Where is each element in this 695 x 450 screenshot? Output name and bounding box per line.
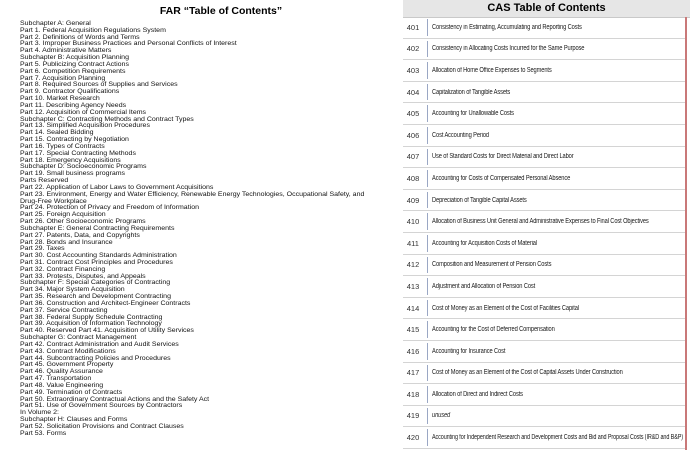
cas-standard-number: 416 xyxy=(406,346,420,356)
cas-standard-title: Accounting for Independent Research and Development Costs and Bid and Proposal Costs (IR&D and B&P) xyxy=(432,434,683,442)
cas-row xyxy=(403,427,685,449)
cas-column-divider xyxy=(427,84,428,101)
far-toc-line: Part 11. Describing Agency Needs xyxy=(20,102,127,109)
far-toc-line: Part 8. Required Sources of Supplies and Services xyxy=(20,81,178,89)
far-toc-line: Drug-Free Workplace xyxy=(20,197,87,205)
cas-row xyxy=(403,39,685,61)
far-toc-line: Part 9. Contractor Qualifications xyxy=(20,88,120,96)
far-toc-line: Part 48. Value Engineering xyxy=(20,382,104,389)
far-toc-line: Part 51. Use of Government Sources by Contractors xyxy=(20,402,183,410)
cas-column-divider xyxy=(427,278,428,295)
cas-column-divider xyxy=(427,170,428,187)
cas-column-divider xyxy=(427,149,428,166)
far-toc-line: Part 32. Contract Financing xyxy=(20,266,106,273)
cas-standard-title: Allocation of Business Unit General and Administrative Expenses to Final Cost Objectives xyxy=(432,218,649,226)
far-toc-line: Subchapter A: General xyxy=(20,20,91,27)
cas-standard-title: Consistency in Estimating, Accumulating and Reporting Costs xyxy=(432,23,582,31)
far-toc-line: Subchapter E: General Contracting Requirements xyxy=(20,225,175,232)
cas-panel xyxy=(403,0,690,450)
far-toc-line: Part 37. Service Contracting xyxy=(20,307,108,314)
cas-standard-number: 412 xyxy=(406,260,420,270)
far-panel xyxy=(20,6,402,446)
cas-column-divider xyxy=(427,192,428,209)
cas-column-divider xyxy=(427,300,428,317)
far-toc-line: Part 1. Federal Acquisition Regulations System xyxy=(20,27,166,34)
far-toc-line: Subchapter B: Acquisition Planning xyxy=(20,54,129,61)
cas-column-divider xyxy=(427,127,428,144)
cas-row xyxy=(403,82,685,104)
cas-title: CAS Table of Contents xyxy=(403,0,690,18)
far-toc-line: Part 6. Competition Requirements xyxy=(20,68,126,75)
cas-row xyxy=(403,147,685,169)
far-toc-line: Part 36. Construction and Architect-Engineer Contracts xyxy=(20,300,191,307)
far-toc-line: Part 23. Environment, Energy and Water Efficiency, Renewable Energy Technologies, Occupational Safety, and xyxy=(20,191,365,198)
far-toc-line: Part 44. Subcontracting Policies and Procedures xyxy=(20,354,171,362)
far-toc-line: Part 30. Cost Accounting Standards Administration xyxy=(20,252,177,259)
far-toc-line: Part 18. Emergency Acquisitions xyxy=(20,156,121,164)
far-toc-line: Part 31. Contract Cost Principles and Procedures xyxy=(20,259,173,266)
cas-standard-number: 413 xyxy=(406,281,420,291)
far-toc-line: Part 47. Transportation xyxy=(20,375,92,382)
cas-column-divider xyxy=(427,408,428,425)
far-toc-line: Part 14. Sealed Bidding xyxy=(20,129,94,137)
far-toc-line: Part 42. Contract Administration and Audit Services xyxy=(20,341,179,348)
far-toc-line: Part 25. Foreign Acquisition xyxy=(20,211,106,218)
cas-column-divider xyxy=(427,235,428,252)
cas-standard-title: Consistency in Allocating Costs Incurred for the Same Purpose xyxy=(432,45,585,53)
cas-standard-number: 408 xyxy=(406,173,420,183)
cas-standard-number: 415 xyxy=(406,325,420,335)
far-toc-line: In Volume 2: xyxy=(20,409,59,416)
far-toc-line: Subchapter D: Socioeconomic Programs xyxy=(20,163,147,171)
cas-standard-number: 410 xyxy=(406,217,420,227)
cas-row xyxy=(403,384,685,406)
cas-row xyxy=(403,341,685,363)
cas-standard-title: Accounting for Acquisition Costs of Material xyxy=(432,239,537,247)
cas-row xyxy=(403,190,685,212)
far-toc-line: Part 46. Quality Assurance xyxy=(20,368,103,376)
cas-standard-number: 407 xyxy=(406,152,420,162)
far-toc-line: Part 17. Special Contracting Methods xyxy=(20,150,136,157)
far-toc-line: Parts Reserved xyxy=(20,177,69,184)
far-toc-line: Part 3. Improper Business Practices and Personal Conflicts of Interest xyxy=(20,40,237,48)
far-toc-line: Subchapter F: Special Categories of Contracting xyxy=(20,279,171,287)
cas-standard-title: Accounting for Costs of Compensated Personal Absence xyxy=(432,174,571,182)
cas-standard-number: 401 xyxy=(406,22,420,32)
cas-standard-number: 419 xyxy=(406,411,420,421)
cas-row xyxy=(403,60,685,82)
far-toc-line: Part 19. Small business programs xyxy=(20,170,126,178)
cas-standard-title: unused xyxy=(432,412,451,420)
cas-standard-title: Cost Accounting Period xyxy=(432,131,489,139)
cas-column-divider xyxy=(427,62,428,79)
far-toc-line: Part 12. Acquisition of Commercial Items xyxy=(20,109,147,116)
cas-row xyxy=(403,233,685,255)
far-toc-line: Part 10. Market Research xyxy=(20,95,100,102)
cas-standard-title: Depreciation of Tangible Capital Assets xyxy=(432,196,527,204)
far-toc-line: Part 34. Major System Acquisition xyxy=(20,286,125,294)
far-toc-line: Part 39. Acquisition of Information Technology xyxy=(20,320,162,328)
cas-standard-title: Adjustment and Allocation of Pension Cost xyxy=(432,282,536,290)
far-contents-list xyxy=(20,21,402,438)
far-toc-line: Subchapter G: Contract Management xyxy=(20,334,137,341)
cas-standard-number: 411 xyxy=(407,238,419,248)
cas-row xyxy=(403,17,685,39)
cas-row xyxy=(403,298,685,320)
cas-standard-number: 417 xyxy=(406,368,420,378)
far-toc-line: Part 24. Protection of Privacy and Freedom of Information xyxy=(20,204,199,212)
far-toc-line: Part 52. Solicitation Provisions and Contract Clauses xyxy=(20,423,184,430)
cas-standard-number: 420 xyxy=(406,433,420,443)
cas-standard-title: Allocation of Direct and Indirect Costs xyxy=(432,390,523,398)
cas-row xyxy=(403,255,685,277)
cas-standard-number: 409 xyxy=(406,195,420,205)
far-toc-line: Part 28. Bonds and Insurance xyxy=(20,238,113,246)
cas-standard-number: 406 xyxy=(406,130,420,140)
cas-column-divider xyxy=(427,386,428,403)
far-toc-line: Part 5. Publicizing Contract Actions xyxy=(20,61,129,68)
cas-standard-title: Allocation of Home Office Expenses to Segments xyxy=(432,66,552,74)
cas-row xyxy=(403,363,685,385)
cas-standard-number: 402 xyxy=(406,44,420,54)
far-toc-line: Part 38. Federal Supply Schedule Contracting xyxy=(20,313,163,321)
cas-standard-title: Cost of Money as an Element of the Cost of Capital Assets Under Construction xyxy=(432,369,623,377)
cas-standard-title: Cost of Money as an Element of the Cost of Facilities Capital xyxy=(432,304,579,312)
cas-standard-number: 403 xyxy=(406,65,420,75)
cas-column-divider xyxy=(427,429,428,446)
far-toc-line: Subchapter C: Contracting Methods and Contract Types xyxy=(20,115,194,123)
cas-row xyxy=(403,276,685,298)
cas-standard-number: 404 xyxy=(406,87,420,97)
far-toc-line: Part 40. Reserved Part 41. Acquisition of Utility Services xyxy=(20,327,194,335)
far-toc-line: Part 16. Types of Contracts xyxy=(20,143,105,150)
cas-standard-title: Accounting for Unallowable Costs xyxy=(432,110,514,118)
cas-standard-title: Accounting for Insurance Cost xyxy=(432,347,506,355)
far-toc-line: Part 50. Extraordinary Contractual Actions and the Safety Act xyxy=(20,395,210,403)
far-toc-line: Part 4. Administrative Matters xyxy=(20,47,112,55)
cas-column-divider xyxy=(427,321,428,338)
cas-row xyxy=(403,406,685,428)
cas-row xyxy=(403,319,685,341)
cas-column-divider xyxy=(427,41,428,58)
far-toc-line: Subchapter H: Clauses and Forms xyxy=(20,416,128,423)
cas-column-divider xyxy=(427,365,428,382)
cas-row xyxy=(403,125,685,147)
cas-standard-number: 414 xyxy=(406,303,420,313)
far-toc-line: Part 15. Contracting by Negotiation xyxy=(20,136,129,143)
far-toc-line: Part 7. Acquisition Planning xyxy=(20,74,106,82)
cas-standard-title: Capitalization of Tangible Assets xyxy=(432,88,511,96)
cas-standard-title: Accounting for the Cost of Deferred Compensation xyxy=(432,326,555,334)
far-toc-line: Part 33. Protests, Disputes, and Appeals xyxy=(20,272,146,280)
cas-standard-number: 418 xyxy=(406,389,420,399)
far-toc-line: Part 22. Application of Labor Laws to Government Acquisitions xyxy=(20,184,214,191)
cas-row xyxy=(403,103,685,125)
far-toc-line: Part 49. Termination of Contracts xyxy=(20,389,123,396)
cas-standard-title: Composition and Measurement of Pension Costs xyxy=(432,261,552,269)
far-toc-line: Part 27. Patents, Data, and Copyrights xyxy=(20,232,140,239)
cas-table xyxy=(403,17,687,450)
cas-column-divider xyxy=(427,343,428,360)
cas-column-divider xyxy=(427,213,428,230)
cas-row xyxy=(403,211,685,233)
cas-column-divider xyxy=(427,257,428,274)
far-toc-line: Part 53. Forms xyxy=(20,430,67,437)
cas-column-divider xyxy=(427,19,428,36)
far-toc-line: Part 13. Simplified Acquisition Procedures xyxy=(20,122,150,130)
far-toc-line: Part 35. Research and Development Contracting xyxy=(20,293,171,300)
cas-row xyxy=(403,168,685,190)
cas-column-divider xyxy=(427,105,428,122)
far-toc-line: Part 2. Definitions of Words and Terms xyxy=(20,34,140,41)
far-title: FAR “Table of Contents” xyxy=(159,5,283,17)
cas-standard-title: Use of Standard Costs for Direct Material and Direct Labor xyxy=(432,153,574,161)
far-toc-line: Part 29. Taxes xyxy=(20,245,65,253)
cas-standard-number: 405 xyxy=(406,109,420,119)
far-toc-line: Part 26. Other Socioeconomic Programs xyxy=(20,218,146,225)
far-toc-line: Part 43. Contract Modifications xyxy=(20,348,116,355)
far-toc-line: Part 45. Government Property xyxy=(20,361,114,369)
